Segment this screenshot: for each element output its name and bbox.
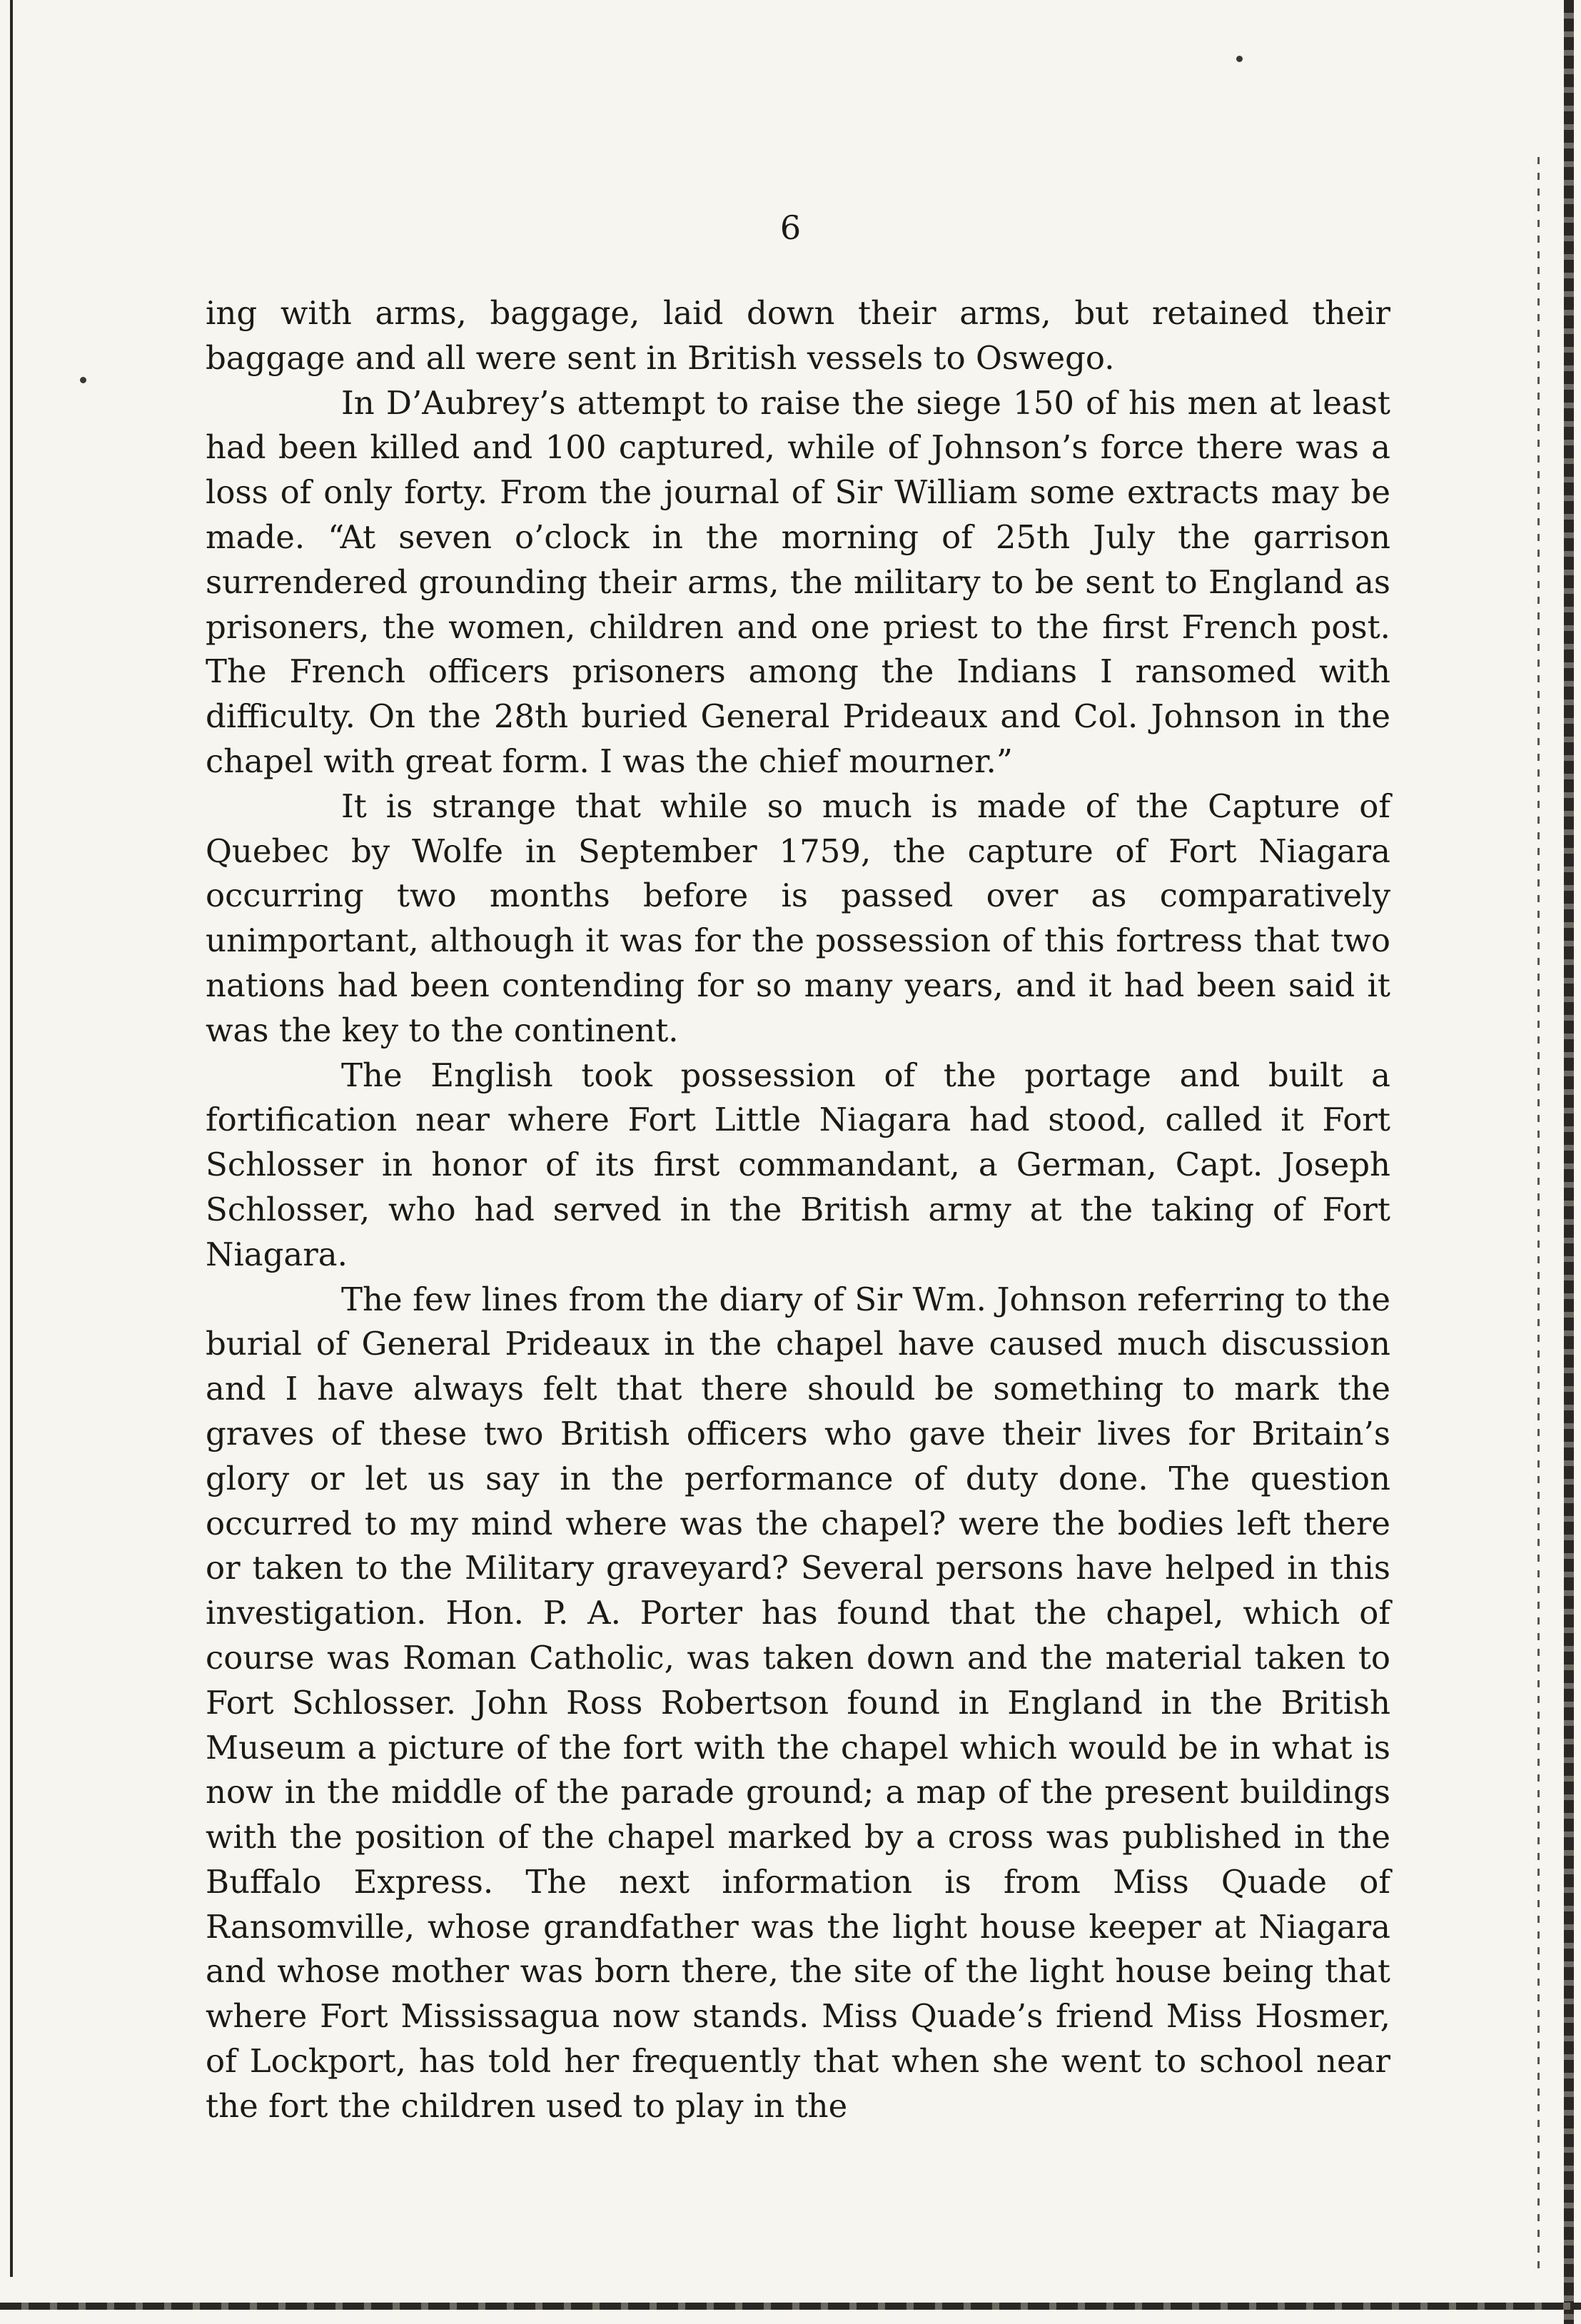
paragraph-continuation: ing with arms, baggage, laid down their arms, but retained their baggage and all were sent in British vessels to Oswego. [206, 294, 1390, 377]
bottom-page-edge [0, 2303, 1581, 2310]
right-page-edge-shadow [1537, 157, 1540, 2270]
page-number: 6 [779, 208, 802, 247]
paragraph-chapel-investigation: The few lines from the diary of Sir Wm. Johnson referring to the burial of General Prideaux in the chapel have caused much discussion and I have always felt that there should be something to mark the graves of these two British officers who gave their lives for Britain’s glory or let us say in the performance of duty done. The question occurred to my mind where was the chapel? were the bodies left there or taken to the Military graveyard? Several persons have helped in this investigation. Hon. P. A. Porter has found that the chapel, which of course was Roman Catholic, was taken down and the material taken to Fort Schlosser. John Ross Robertson found in England in the British Museum a picture of the fort with the chapel which would be in what is now in the middle of the parade ground; a map of the present buildings with the position of the chapel marked by a cross was published in the Buffalo Express. The next information is from Miss Quade of Ransomville, whose grandfather was the light house keeper at Niagara and whose mother was born there, the site of the light house being that where Fort Mississagua now stands. Miss Quade’s friend Miss Hosmer, of Lockport, has told her frequently that when she went to school near the fort the children used to play in the [206, 1280, 1390, 2125]
right-page-edge [1564, 0, 1574, 2324]
paragraph-daubrey-siege: In D’Aubrey’s attempt to raise the siege 150 of his men at least had been killed and 100 captured, while of Johnson’s force there was a loss of only forty. From the journal of Sir William some extracts may be made. “At seven o’clock in the morning of 25th July the garrison surrendered grounding their arms, the military to be sent to England as prisoners, the women, children and one priest to the first French post. The French officers prisoners among the Indians I ransomed with difficulty. On the 28th buried General Prideaux and Col. Johnson in the chapel with great form. I was the chief mourner.” [206, 383, 1390, 780]
body-text [206, 291, 1390, 2129]
paragraph-fort-schlosser: The English took possession of the portage and built a fortification near where Fort Little Niagara had stood, called it Fort Schlosser in honor of its first commandant, a German, Capt. Joseph Schlosser, who had served in the British army at the taking of Fort Niagara. [206, 1056, 1390, 1273]
ink-speck [80, 377, 86, 383]
left-page-edge [10, 0, 13, 2277]
ink-speck [1236, 56, 1243, 62]
paragraph-capture-comparison: It is strange that while so much is made of the Capture of Quebec by Wolfe in September 1759, the capture of Fort Niagara occurring two months before is passed over as comparatively unimportant, although it was for the possession of this fortress that two nations had been contending for so many years, and it had been said it was the key to the continent. [206, 787, 1390, 1049]
